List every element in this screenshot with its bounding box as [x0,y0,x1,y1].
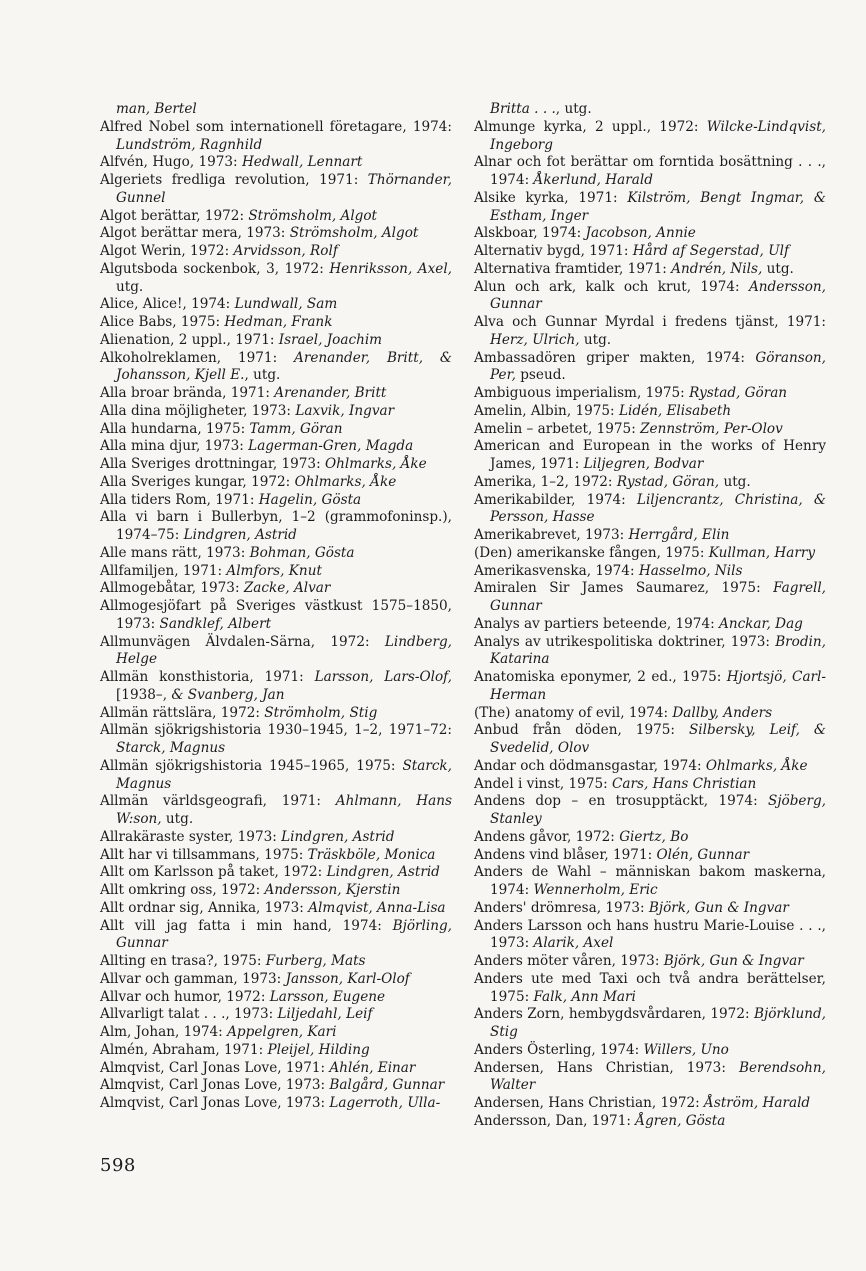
entry-suffix: utg. [161,811,194,827]
index-entry [100,421,452,439]
index-entry [100,332,452,350]
entry-author: Hård af Segerstad, Ulf [632,243,790,259]
entry-author: Arvidsson, Rolf [233,243,338,259]
entry-author: Silbersky, Leif, & Svedelid, Olov [490,722,826,756]
index-entry [100,385,452,403]
entry-author: Lindberg, Helge [116,633,452,668]
index-entry [100,438,452,456]
entry-author: Ahlén, Einar [329,1059,416,1076]
entry-author: Lundwall, Sam [234,296,338,313]
entry-author: Lindgren, Astrid [281,828,395,845]
entry-title: Algot berättar, 1972: [100,207,249,224]
index-entry [474,403,826,421]
entry-author: Lindgren, Astrid [183,527,297,543]
entry-author: Rystad, Göran, [616,473,720,490]
entry-title: Alla Sveriges drottningar, 1973: [100,456,325,472]
index-entry [474,705,826,723]
entry-title: Allvar och humor, 1972: [100,988,270,1005]
entry-title: Almunge kyrka, 2 uppl., 1972: [474,118,707,135]
entry-title: Allrakäraste syster, 1973: [100,828,282,845]
entry-title: Almqvist, Carl Jonas Love, 1973: [100,1077,330,1094]
entry-author: Hasselmo, Nils [638,562,743,579]
entry-title: Anbud från döden, 1975: [474,722,689,739]
entry-suffix: utg. [579,331,612,348]
index-entry [474,225,826,243]
index-entry [474,243,826,261]
entry-author: Thörnander, Gunnel [116,172,452,206]
entry-title: Allt omkring oss, 1972: [100,882,265,898]
index-entry [100,509,452,545]
entry-author: Åkerlund, Harald [533,172,653,188]
index-entry [474,918,826,954]
index-entry [474,1095,826,1113]
entry-author: Liljegren, Bodvar [583,456,704,472]
index-entry [474,758,826,776]
page-number: 598 [100,1155,136,1176]
entry-title: Allt vill jag fatta i min hand, 1974: [100,917,393,934]
entry-title: Alternativ bygd, 1971: [474,243,633,259]
entry-title: Andar och dödmansgastar, 1974: [474,757,706,774]
entry-author: Jansson, Karl-Olof [285,970,410,987]
entry-suffix: , utg. [244,367,281,384]
entry-author: Fagrell, Gunnar [490,580,826,614]
index-entry [100,172,452,208]
entry-title: Analys av partiers beteende, 1974: [474,615,719,632]
entry-author: Andrén, Nils, [671,260,763,277]
entry-author: Lidén, Elisabeth [618,402,732,419]
index-entry [100,154,452,172]
entry-title: Ambiguous imperialism, 1975: [474,385,690,401]
index-entry [100,580,452,598]
entry-title: Amelin, Albin, 1975: [474,402,619,419]
entry-author: Arenander, Britt, & Johansson, Kjell E. [116,349,452,384]
entry-author: Alarik, Axel [533,935,614,952]
entry-author: Arenander, Britt [274,385,387,401]
index-entry [100,900,452,918]
index-entry [474,545,826,563]
entry-author: Larsson, Eugene [269,988,386,1005]
index-entry [100,492,452,510]
entry-title: Almqvist, Carl Jonas Love, 1973: [100,1095,330,1111]
entry-author: Liljedahl, Leif [277,1006,373,1023]
entry-suffix: utg. [719,473,751,490]
index-entry [474,385,826,403]
entry-title: Andens vind blåser, 1971: [474,846,657,863]
entry-author: Hjortsjö, Carl-Herman [490,669,826,703]
entry-author: Åström, Harald [704,1095,811,1111]
entry-suffix: utg. [762,260,794,277]
entry-title: Almén, Abraham, 1971: [100,1041,268,1058]
entry-title: Alice, Alice!, 1974: [100,296,235,313]
index-entry [474,279,826,315]
index-entry [100,1024,452,1042]
index-entry [474,722,826,758]
entry-title: Alsike kyrka, 1971: [474,189,628,206]
entry-title: Allfamiljen, 1971: [100,562,227,579]
entry-author: Ahlmann, Hans W:son, [116,793,452,827]
index-entry [100,598,452,634]
entry-title: Amelin – arbetet, 1975: [474,420,641,437]
index-entry [474,776,826,794]
entry-title: Allmän världsgeografi, 1971: [100,793,336,810]
entry-author: Almfors, Knut [226,562,322,579]
index-entry [100,1095,452,1113]
entry-author: Larsson, Lars-Olof, [314,669,453,685]
entry-author: Sandklef, Albert [159,615,272,632]
entry-author: Träskböle, Monica [307,846,436,863]
entry-author: Ohlmarks, Åke [294,473,397,490]
entry-author: Lagerroth, Ulla- [329,1095,441,1111]
entry-title: American and European in the works of Henry James, 1971: [474,438,826,472]
index-entry [100,1042,452,1060]
entry-suffix: [1938–, [116,686,172,703]
entry-author: Starck, Magnus [116,757,452,792]
index-entry [100,918,452,954]
entry-title: Amerika, 1–2, 1972: [474,473,617,490]
index-entry [100,350,452,386]
entry-title: Alnar och fot berättar om forntida bosättning . . ., 1974: [474,154,826,188]
entry-author: Britta . . . [490,101,556,117]
index-entry [474,527,826,545]
entry-author: Berendsohn, Walter [490,1059,826,1094]
index-entry [100,722,452,758]
entry-author: Henriksson, Axel, [329,260,452,277]
index-entry [474,616,826,634]
entry-suffix: utg. [116,278,144,295]
entry-author: Lagerman-Gren, Magda [248,438,414,455]
entry-author: Furberg, Mats [265,953,366,969]
entry-title: Amerikasvenska, 1974: [474,562,639,579]
entry-title: Allvar och gamman, 1973: [100,970,286,987]
index-entry [474,829,826,847]
entry-author: Brodin, Katarina [490,633,826,668]
entry-title: Anders' drömresa, 1973: [474,899,649,916]
index-entry [474,438,826,474]
index-entry [474,953,826,971]
index-entry [474,154,826,190]
entry-title: Amerikabilder, 1974: [474,491,637,508]
entry-author: Zacke, Alvar [243,580,331,597]
index-entry [474,261,826,279]
entry-title: Alle mans rätt, 1973: [100,544,250,561]
entry-author: Ohlmarks, Åke [705,757,808,774]
index-entry [474,421,826,439]
entry-title: Allting en trasa?, 1975: [100,953,266,969]
index-entry [100,1077,452,1095]
entry-title: Alva och Gunnar Myrdal i fredens tjänst, 1971: [474,314,826,330]
entry-title: Alla hundarna, 1975: [100,420,250,437]
index-entry [100,119,452,155]
index-entry [474,1060,826,1096]
entry-title: Almqvist, Carl Jonas Love, 1971: [100,1059,330,1076]
entry-author: Andersson, Gunnar [490,278,826,313]
entry-title: Anders Larsson och hans hustru Marie-Louise . . ., 1973: [474,917,826,952]
index-entry [474,101,826,119]
entry-author: man, Bertel [116,101,197,117]
index-entry [474,190,826,226]
entry-title: Allt har vi tillsammans, 1975: [100,846,308,863]
entry-title: Alla tiders Rom, 1971: [100,491,259,508]
entry-title: Alienation, 2 uppl., 1971: [100,331,279,348]
entry-title: Alternativa framtider, 1971: [474,260,672,277]
entry-author: Herz, Ulrich, [490,331,580,348]
left-column [100,101,452,1113]
index-entry [100,101,452,119]
index-entry [100,989,452,1007]
entry-author: Wennerholm, Eric [533,882,658,898]
index-entry [100,456,452,474]
entry-author: Hedwall, Lennart [241,154,363,171]
entry-author: Laxvik, Ingvar [295,402,395,419]
entry-author: Björling, Gunnar [116,917,452,952]
index-entry [100,634,452,670]
index-entry [100,261,452,297]
entry-title: Amiralen Sir James Saumarez, 1975: [474,580,774,597]
entry-title: Anders Österling, 1974: [474,1041,644,1058]
entry-author: Cars, Hans Christian [612,775,757,792]
entry-author: Appelgren, Kari [227,1024,337,1040]
entry-title: Alfred Nobel som internationell företagare, 1974: [100,118,452,135]
entry-author: Kullman, Harry [708,544,816,561]
entry-title: Alla mina djur, 1973: [100,438,249,455]
index-entry [100,403,452,421]
entry-title: (The) anatomy of evil, 1974: [474,704,673,721]
index-entry [474,793,826,829]
index-entry [100,971,452,989]
entry-title: Anatomiska eponymer, 2 ed., 1975: [474,669,727,685]
entry-author: Dallby, Anders [672,704,773,721]
entry-title: Andersson, Dan, 1971: [474,1112,636,1129]
index-entry [100,758,452,794]
entry-title: Allmän rättslära, 1972: [100,704,265,721]
entry-author: Lindgren, Astrid [326,864,440,881]
entry-author: Falk, Ann Mari [533,988,636,1005]
entry-author: Bohman, Gösta [249,544,355,561]
entry-author: Strömsholm, Algot [289,225,419,242]
entry-title: Alla vi barn i Bullerbyn, 1–2 (grammofoninsp.), 1974–75: [100,509,452,543]
index-entry [474,350,826,386]
entry-title: Andens gåvor, 1972: [474,828,620,845]
entry-title: Allmän sjökrigshistoria 1945–1965, 1975: [100,757,403,774]
entry-title: Alice Babs, 1975: [100,314,225,330]
entry-author: Strömsholm, Algot [248,207,378,224]
entry-author: Starck, Magnus [116,740,226,756]
index-entry [474,669,826,705]
index-entry [474,119,826,155]
entry-author: Strömholm, Stig [264,704,378,721]
entry-title: Alun och ark, kalk och krut, 1974: [474,278,749,295]
entry-title: Allmogesjöfart på Sveriges västkust 1575–1850, 1973: [100,598,452,632]
index-entry [100,847,452,865]
index-entry [100,474,452,492]
entry-title: Algot Werin, 1972: [100,243,234,259]
entry-author: Jacobson, Annie [585,225,696,242]
entry-author: Tamm, Göran [249,420,343,437]
entry-title: Alskboar, 1974: [474,225,586,242]
entry-title: Algutsboda sockenbok, 3, 1972: [100,260,330,277]
entry-author: Israel, Joachim [278,331,383,348]
entry-author: Almqvist, Anna-Lisa [308,899,446,916]
entry-title: Allmän konsthistoria, 1971: [100,669,315,685]
index-entry [100,225,452,243]
index-entry [474,563,826,581]
entry-title: Anders ute med Taxi och två andra berättelser, 1975: [474,970,826,1005]
index-entry [474,1042,826,1060]
entry-author: Björk, Gun & Ingvar [663,953,804,969]
index-entry [100,864,452,882]
index-entry [474,474,826,492]
entry-author: Rystad, Göran [689,385,788,401]
index-entry [474,864,826,900]
index-entry [100,243,452,261]
entry-author: & Svanberg, Jan [171,686,285,703]
index-entry [100,882,452,900]
index-entry [100,314,452,332]
index-entry [474,847,826,865]
entry-title: (Den) amerikanske fången, 1975: [474,544,709,561]
entry-title: Alm, Johan, 1974: [100,1024,228,1040]
entry-title: Alkoholreklamen, 1971: [100,349,295,366]
entry-title: Allt ordnar sig, Annika, 1973: [100,899,309,916]
entry-title: Andersen, Hans Christian, 1972: [474,1095,705,1111]
entry-title: Alla dina möjligheter, 1973: [100,402,296,419]
entry-author: Hagelin, Gösta [258,491,362,508]
entry-title: Algot berättar mera, 1973: [100,225,290,242]
index-entry [474,971,826,1007]
entry-title: Alla Sveriges kungar, 1972: [100,473,295,490]
entry-title: Allmunvägen Älvdalen-Särna, 1972: [100,633,385,650]
entry-author: Ohlmarks, Åke [324,456,427,472]
entry-suffix: , utg. [555,101,592,117]
entry-author: Wilcke-Lindqvist, Ingeborg [490,118,826,153]
index-entry [474,492,826,528]
entry-author: Zennström, Per-Olov [640,420,783,437]
entry-author: Olén, Gunnar [656,846,750,863]
index-entry [100,208,452,226]
entry-author: Herrgård, Elin [628,527,730,543]
entry-title: Anders möter våren, 1973: [474,953,664,969]
entry-title: Andersen, Hans Christian, 1973: [474,1059,739,1076]
index-entry [100,669,452,705]
entry-title: Algeriets fredliga revolution, 1971: [100,172,368,188]
index-entry [100,1006,452,1024]
entry-title: Andens dop – en trosupptäckt, 1974: [474,793,769,810]
entry-title: Allt om Karlsson på taket, 1972: [100,864,327,881]
index-entry [474,900,826,918]
entry-author: Balgård, Gunnar [329,1077,445,1094]
entry-title: Analys av utrikespolitiska doktriner, 1973: [474,633,776,650]
index-entry [100,296,452,314]
right-column [474,101,826,1131]
index-entry [100,705,452,723]
entry-author: Björk, Gun & Ingvar [648,899,789,916]
entry-title: Anders Zorn, hembygdsvårdaren, 1972: [474,1006,754,1023]
entry-author: Andersson, Kjerstin [264,882,401,898]
entry-title: Ambassadören griper makten, 1974: [474,349,756,366]
entry-author: Lundström, Ragnhild [116,136,263,153]
entry-title: Alfvén, Hugo, 1973: [100,154,242,171]
index-entry [474,314,826,350]
entry-author: Pleijel, Hilding [267,1041,370,1058]
entry-title: Allmogebåtar, 1973: [100,580,244,597]
entry-author: Ågren, Gösta [635,1112,726,1129]
entry-title: Alla broar brända, 1971: [100,385,275,401]
index-entry [100,563,452,581]
entry-author: Björklund, Stig [490,1006,826,1040]
index-entry [100,829,452,847]
index-entry [474,634,826,670]
entry-title: Anders de Wahl – människan bakom maskerna, 1974: [474,864,826,898]
entry-author: Giertz, Bo [619,828,689,845]
entry-title: Allvarligt talat . . ., 1973: [100,1006,278,1023]
entry-title: Amerikabrevet, 1973: [474,527,629,543]
entry-author: Göranson, Per, [490,349,826,384]
entry-author: Hedman, Frank [224,314,333,330]
index-entry [100,545,452,563]
index-entry [100,1060,452,1078]
index-entry [100,953,452,971]
entry-suffix: pseud. [515,367,566,384]
entry-author: Anckar, Dag [719,615,803,632]
index-entry [474,1113,826,1131]
entry-author: Liljencrantz, Christina, & Persson, Hasse [490,491,826,526]
index-entry [474,1006,826,1042]
index-entry [100,793,452,829]
entry-author: Kilström, Bengt Ingmar, & Estham, Inger [490,189,826,224]
index-entry [474,580,826,616]
entry-author: Willers, Uno [643,1041,729,1058]
entry-author: Sjöberg, Stanley [490,793,826,827]
entry-title: Allmän sjökrigshistoria 1930–1945, 1–2, 1971–72: [100,722,452,739]
entry-title: Andel i vinst, 1975: [474,775,613,792]
